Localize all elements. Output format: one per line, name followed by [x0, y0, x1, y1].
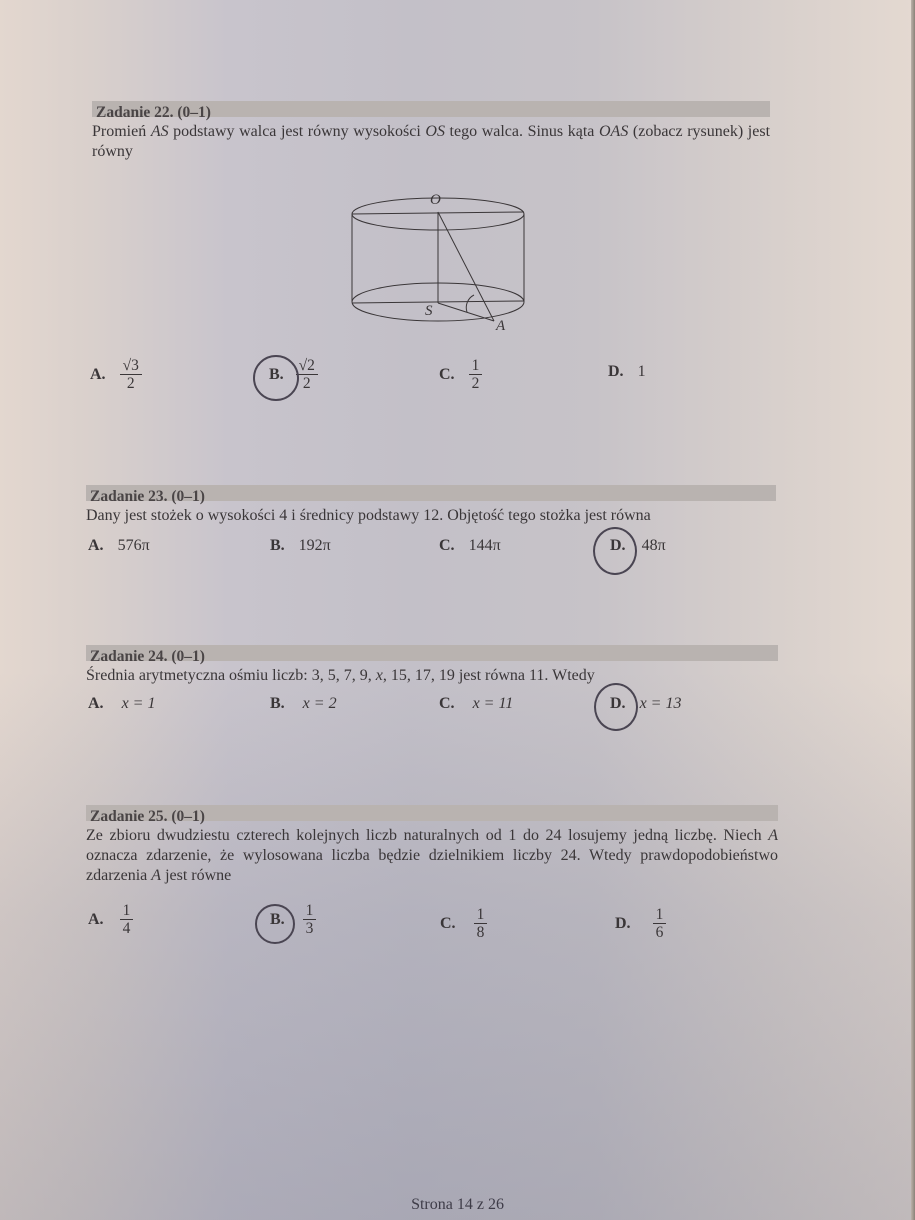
- answer-b[interactable]: B. 192π: [270, 537, 331, 554]
- answer-a[interactable]: A. 576π: [88, 537, 150, 554]
- answer-c[interactable]: C. 144π: [439, 537, 501, 554]
- task-24: [86, 645, 778, 686]
- task-header: Zadanie 22. (0–1): [92, 101, 770, 117]
- fraction: $\frac{1}{8}$: [474, 906, 488, 941]
- task-text: Średnia arytmetyczna ośmiu liczb: 3, 5, 7, 9, x, 15, 17, 19 jest równa 11. Wtedy: [86, 667, 595, 684]
- task-25: [86, 805, 778, 886]
- answers-24: [88, 695, 778, 745]
- answer-d[interactable]: D. 1: [608, 363, 646, 380]
- task-header: Zadanie 25. (0–1): [86, 805, 778, 821]
- label-s: S: [425, 303, 433, 319]
- answer-c[interactable]: C. $\frac{1}{2}$: [439, 357, 482, 392]
- answers-22: [88, 357, 778, 407]
- fraction: $\frac{1}{4}$: [120, 902, 134, 937]
- answer-b[interactable]: B. x = 2: [270, 695, 337, 712]
- fraction: $\frac{√2}{2}$: [296, 357, 318, 392]
- label-a: A: [496, 318, 506, 334]
- fraction: $\frac{√3}{2}$: [120, 357, 142, 392]
- answer-d[interactable]: D. $\frac{1}{6}$: [615, 906, 666, 941]
- page-edge: [911, 0, 915, 1220]
- task-text: Ze zbioru dwudziestu czterech kolejnych liczb naturalnych od 1 do 24 losujemy jedną liczbę. Niech A oznacza zdarzenie, że wylosowana liczba będzie dzielnikiem liczby 24. Wtedy prawdopodobieństwo zdarzenia A jest równe: [86, 827, 778, 884]
- answer-a[interactable]: A. $\frac{1}{4}$: [88, 902, 133, 937]
- answer-c[interactable]: C. $\frac{1}{8}$: [440, 906, 487, 941]
- label-o: O: [430, 192, 441, 208]
- task-header: Zadanie 24. (0–1): [86, 645, 778, 661]
- task-text: Promień AS podstawy walca jest równy wysokości OS tego walca. Sinus kąta OAS (zobacz rysunek) jest równy: [92, 123, 771, 160]
- answer-b[interactable]: B. $\frac{√2}{2}$: [269, 357, 318, 392]
- fraction: $\frac{1}{2}$: [469, 357, 483, 392]
- cylinder-figure: [350, 190, 530, 345]
- task-header: Zadanie 23. (0–1): [86, 485, 776, 501]
- answers-25: [88, 902, 778, 952]
- answer-d[interactable]: D. 48π: [610, 537, 666, 554]
- fraction: $\frac{1}{6}$: [653, 906, 667, 941]
- page-number: Strona 14 z 26: [411, 1196, 504, 1213]
- answer-a[interactable]: A. $\frac{√3}{2}$: [90, 357, 142, 392]
- task-23: [86, 485, 776, 526]
- answer-c[interactable]: C. x = 11: [439, 695, 514, 712]
- fraction: $\frac{1}{3}$: [303, 902, 317, 937]
- task-22: [92, 101, 770, 162]
- answers-23: [88, 537, 778, 587]
- answer-b[interactable]: B. $\frac{1}{3}$: [270, 902, 316, 937]
- answer-a[interactable]: A. x = 1: [88, 695, 156, 712]
- answer-d[interactable]: D. x = 13: [610, 695, 682, 712]
- task-text: Dany jest stożek o wysokości 4 i średnicy podstawy 12. Objętość tego stożka jest równa: [86, 507, 651, 524]
